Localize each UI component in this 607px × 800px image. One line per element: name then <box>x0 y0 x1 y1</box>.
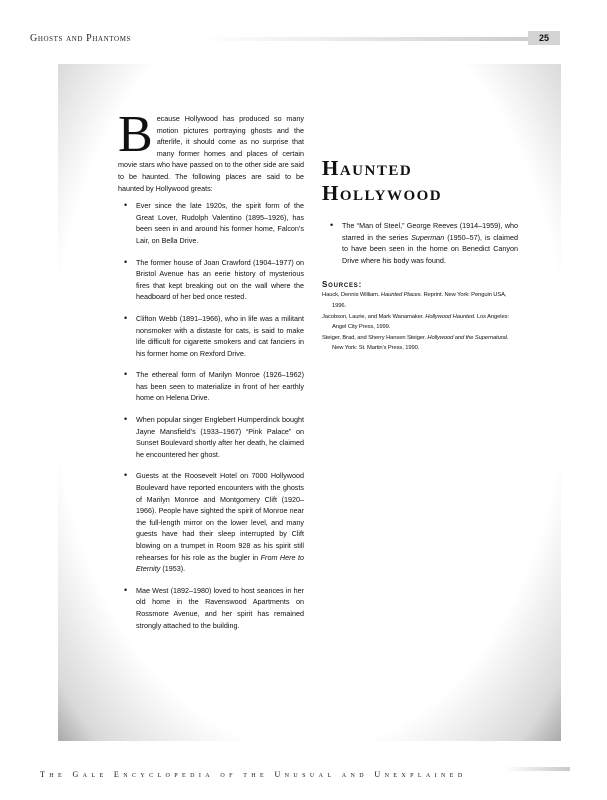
series-title: Superman <box>411 232 445 242</box>
list-item-text: When popular singer Englebert Humperdinck bought Jayne Mansfield’s (1933–1967) “Pink Palace” on Sunset Boulevard shortly after her death, he claimed he encountered her ghost. <box>136 415 304 459</box>
list-item <box>124 470 304 574</box>
film-title: From Here to Eternity <box>136 552 304 574</box>
header-rule <box>198 37 558 41</box>
main-column <box>118 106 304 641</box>
list-item-text: Guests at the Roosevelt Hotel on 7000 Hollywood Boulevard have reported encounters with the ghosts of Marilyn Monroe and Montgomery Clift (1920–1966). People have sighted the spirit of Monroe near the full-length mirror on the lower level, and many guests have had their sleep interrupted by Clift blowing on a trumpet in Room 928 as his spirit still rehearses for his role as the bugler in <box>136 471 304 562</box>
source-title: Hollywood Haunted. <box>425 313 476 320</box>
source-entry <box>322 312 518 332</box>
list-item-text: Mae West (1892–1980) loved to host seances in her old home in the Ravenswood Apartments on Rossmore Avenue, and her spirit has remained strongly attached to the building. <box>136 585 304 630</box>
running-header <box>30 33 560 45</box>
list-item-text: The former house of Joan Crawford (1904–1977) on Bristol Avenue has an eerie history of mysterious fires that kept breaking out on the wall where the headboard of her bed once rested. <box>136 257 304 302</box>
running-footer <box>40 764 570 779</box>
source-title: Hollywood and the Supernatural. <box>427 335 509 342</box>
sidebar <box>322 156 518 354</box>
source-author: Steiger, Brad, and Sherry Hansen Steiger. <box>322 335 428 342</box>
bullet-icon: • <box>124 470 128 481</box>
sidebar-item-tail: (1950–57), is claimed to have been seen in the home on Benedict Canyon Drive where his body was found. <box>342 232 518 265</box>
bullet-icon: • <box>124 369 128 380</box>
sidebar-title <box>322 156 518 206</box>
bullet-icon: • <box>124 256 128 267</box>
bullet-icon: • <box>124 200 128 211</box>
list-item-text: Clifton Webb (1891–1966), who in life was a militant nonsmoker with a distaste for cats, is said to make life difficult for cigarette smokers and cat fanciers in his former home on Rexford Drive. <box>136 313 304 358</box>
source-entry <box>322 290 518 310</box>
intro-paragraph <box>118 106 304 194</box>
drop-cap: B <box>118 106 153 163</box>
source-title: Haunted Places. <box>380 292 422 299</box>
list-item-tail: (1953). <box>160 564 186 574</box>
bullet-icon: • <box>124 312 128 323</box>
page-number: 25 <box>528 31 560 45</box>
source-author: Jacobson, Laurie, and Mark Wanamaker. <box>322 313 426 320</box>
intro-text: ecause Hollywood has produced so many motion pictures portraying ghosts and the afterlife, it should come as no surprise that many former homes and places of certain movie stars who have passed on to the other side are said to be haunted. The following places are said to be haunted by Hollywood greats: <box>118 114 304 193</box>
running-header-title: Ghosts and Phantoms <box>30 33 132 44</box>
list-item <box>124 369 304 404</box>
list-item <box>124 200 304 246</box>
source-publisher: New York: St. Martin’s Press, 1990. <box>332 345 420 352</box>
bullet-icon: • <box>124 584 128 595</box>
bullet-icon: • <box>124 414 128 425</box>
footer-rule <box>504 767 570 771</box>
list-item <box>124 256 304 303</box>
sidebar-item-text: The “Man of Steel,” George Reeves (1914–1959), who starred in the series <box>342 221 518 242</box>
sources-heading: Sources: <box>322 280 363 290</box>
source-entry <box>322 333 518 353</box>
haunted-places-list <box>118 200 304 631</box>
footer-title: The Gale Encyclopedia of the Unusual and Unexplained <box>40 770 467 779</box>
sidebar-list-item <box>330 220 518 266</box>
list-item-text: The ethereal form of Marilyn Monroe (1926–1962) has been seen to materialize in front of her earthly home on Helena Drive. <box>136 370 304 403</box>
sidebar-list <box>322 220 518 266</box>
source-publisher: Reprint. New York: Penguin USA, 1996. <box>332 292 507 309</box>
sidebar-title-line-2: Hollywood <box>322 181 443 205</box>
list-item <box>124 312 304 359</box>
sidebar-title-line-1: Haunted <box>322 156 413 180</box>
source-publisher: Los Angeles: Angel City Press, 1999. <box>332 313 509 330</box>
source-author: Hauck, Dennis William. <box>322 292 381 299</box>
list-item <box>124 584 304 631</box>
list-item-text: Ever since the late 1920s, the spirit form of the Great Lover, Rudolph Valentino (1895–1926), has been seen in and around his former home, Falcon’s Lair, on Bella Drive. <box>136 201 304 245</box>
bullet-icon: • <box>330 220 334 230</box>
list-item <box>124 414 304 460</box>
